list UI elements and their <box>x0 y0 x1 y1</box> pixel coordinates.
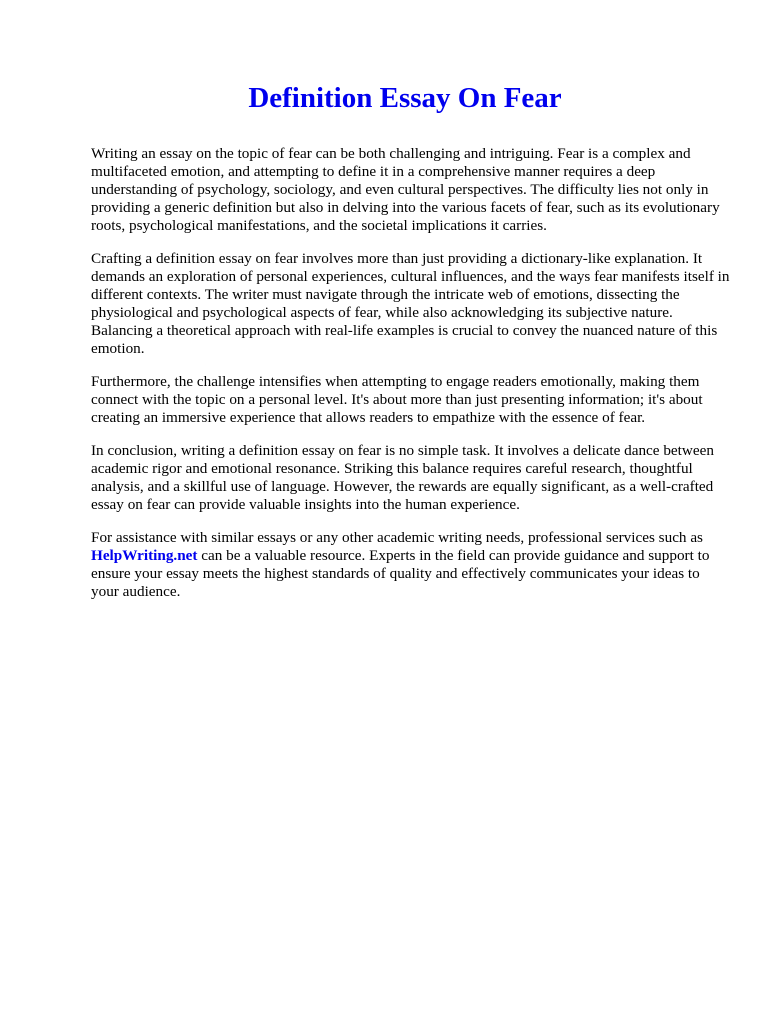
helpwriting-link[interactable]: HelpWriting.net <box>91 547 198 564</box>
paragraph-crafting: Crafting a definition essay on fear involves more than just providing a dictionary-like explanation. It demands an exploration of personal experiences, cultural influences, and the ways fear manifests itself in different contexts. The writer must navigate through the intricate web of emotions, dissecting the physiological and psychological aspects of fear, while also acknowledging its subjective nature. Balancing a theoretical approach with real-life examples is crucial to convey the nuanced nature of this emotion. <box>91 250 730 357</box>
assistance-text-before: For assistance with similar essays or any other academic writing needs, professional services such as <box>91 529 703 546</box>
paragraph-assistance <box>91 529 731 601</box>
paragraph-conclusion: In conclusion, writing a definition essay on fear is no simple task. It involves a delicate dance between academic rigor and emotional resonance. Striking this balance requires careful research, thoughtful analysis, and a skillful use of language. However, the rewards are equally significant, as a well-crafted essay on fear can provide valuable insights into the human experience. <box>91 442 714 513</box>
essay-body <box>91 145 731 616</box>
page-title: Definition Essay On Fear <box>248 82 562 114</box>
paragraph-furthermore: Furthermore, the challenge intensifies when attempting to engage readers emotionally, making them connect with the topic on a personal level. It's about more than just presenting information; it's about creating an immersive experience that allows readers to empathize with the essence of fear. <box>91 373 703 426</box>
assistance-text-after: can be a valuable resource. Experts in the field can provide guidance and support to ensure your essay meets the highest standards of quality and effectively communicates your ideas to your audience. <box>91 547 710 600</box>
paragraph-intro: Writing an essay on the topic of fear can be both challenging and intriguing. Fear is a complex and multifaceted emotion, and attempting to define it in a comprehensive manner requires a deep understanding of psychology, sociology, and even cultural perspectives. The difficulty lies not only in providing a generic definition but also in delving into the various facets of fear, such as its evolutionary roots, psychological manifestations, and the societal implications it carries. <box>91 145 720 234</box>
